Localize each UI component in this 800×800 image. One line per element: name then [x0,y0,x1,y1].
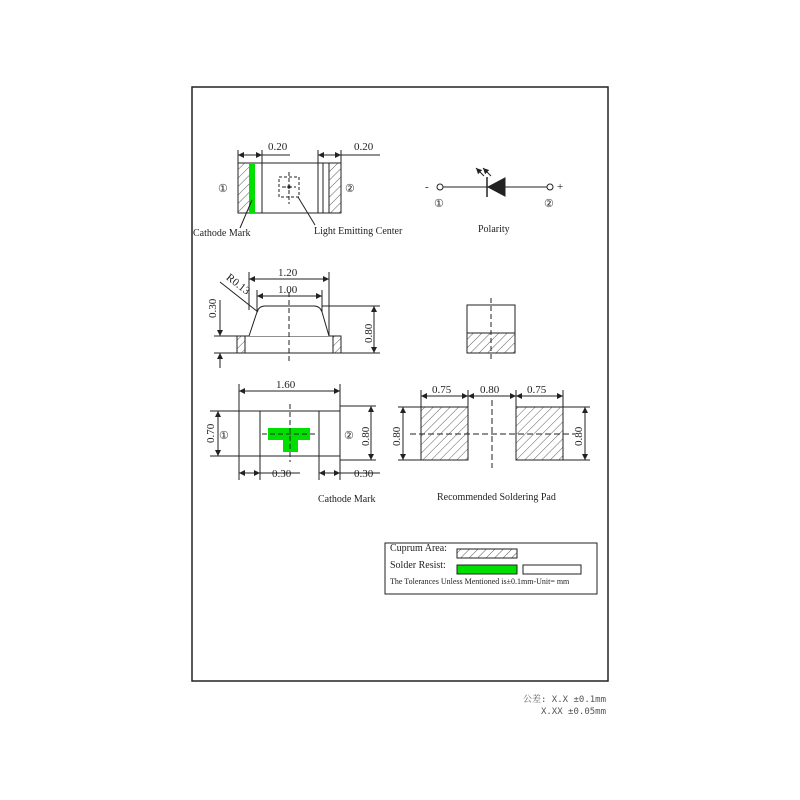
bottom-pin2: ② [344,430,354,442]
pad-label: Recommended Soldering Pad [437,492,556,503]
side-width-top: 1.20 [278,267,298,279]
solder-white-swatch [523,565,581,574]
bottom-pin1: ① [219,430,229,442]
bottom-pad-right: 0.30 [354,468,374,480]
bottom-view [210,384,380,480]
legend-tolerance: The Tolerances Unless Mentioned is±0.1mm-Unit= mm [390,577,570,586]
bottom-length: 1.60 [276,379,296,391]
bottom-h-left: 0.70 [205,423,217,443]
side-h-left: 0.30 [207,298,219,318]
top-pin2: ② [345,183,355,195]
cuprum-swatch [457,549,517,558]
footer-line1: 公差: X.X ±0.1mm [522,695,606,705]
legend-solder: Solder Resist: [390,560,446,571]
bottom-cathode-label: Cathode Mark [318,494,376,505]
polarity-pin1: ① [434,198,444,210]
top-view [238,150,380,228]
side-radius: R0.13 [223,271,253,298]
pad-dim-b: 0.80 [480,384,500,396]
polarity-pin2: ② [544,198,554,210]
top-emit-label: Light Emitting Center [314,226,403,237]
end-view [467,298,515,360]
top-pin1: ① [218,183,228,195]
top-dim-right: 0.20 [354,141,374,153]
polarity-plus: + [557,181,564,193]
solder-pad-view [398,390,590,468]
footer-line2: X.XX ±0.05mm [540,707,606,717]
pad-dim-c: 0.75 [527,384,547,396]
bottom-pad-left: 0.30 [272,468,292,480]
side-width-inner: 1.00 [278,284,298,296]
pad-dim-a: 0.75 [432,384,452,396]
solder-green-swatch [457,565,517,574]
top-dim-left: 0.20 [268,141,288,153]
pad-h-right: 0.80 [573,426,585,446]
legend-cuprum: Cuprum Area: [390,543,447,554]
pad-h-left: 0.80 [391,426,403,446]
polarity-symbol [437,168,553,197]
polarity-label: Polarity [478,224,510,235]
polarity-minus: - [425,181,429,193]
diode-icon [488,178,505,196]
bottom-h-right: 0.80 [360,426,372,446]
top-cathode-label: Cathode Mark [193,228,251,239]
side-h-right: 0.80 [363,323,375,343]
